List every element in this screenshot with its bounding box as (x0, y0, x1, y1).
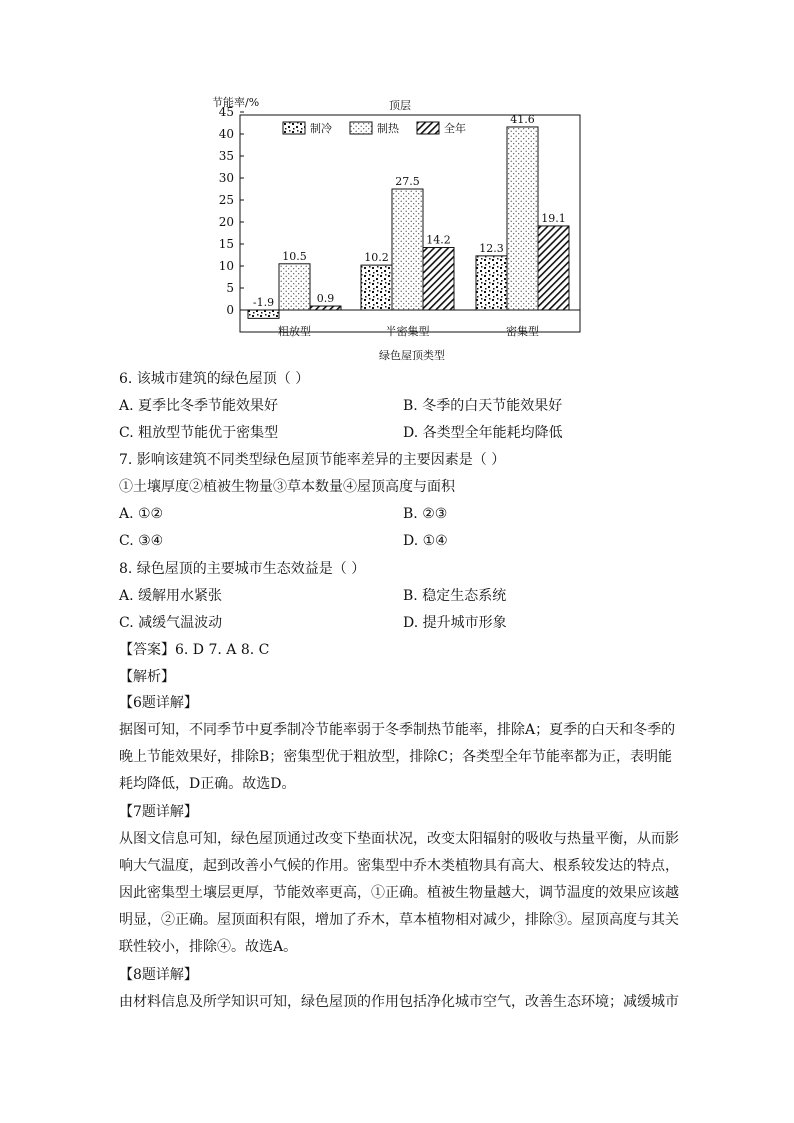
q8-option-a: A. 缓解用水紧张 (119, 588, 223, 604)
y-axis-label: 节能率/% (212, 96, 260, 109)
detail-6-line: 耗均降低，D正确。故选D。 (119, 776, 296, 792)
detail-6 (119, 690, 679, 798)
legend-swatch-制冷 (283, 122, 305, 134)
chart-title: 顶层 (389, 99, 411, 112)
detail-6-line: 据图可知，不同季节中夏季制冷节能率弱于冬季制热节能率，排除A；夏季的白天和冬季的 (119, 722, 676, 738)
category-label: 密集型 (506, 325, 539, 338)
detail-8-heading: 【8题详解】 (119, 967, 198, 983)
q7-option-a: A. ①② (119, 506, 164, 522)
detail-7 (119, 799, 679, 961)
detail-7-line: 明显，②正确。屋顶面积有限，增加了乔木，草本植物相对减少，排除③。屋顶高度与其关 (119, 912, 679, 928)
y-tick-label: 35 (218, 149, 234, 163)
q7-option-c: C. ③④ (119, 533, 164, 549)
legend-label: 制热 (377, 122, 399, 135)
detail-8-line: 由材料信息及所学知识可知，绿色屋顶的作用包括净化城市空气，改善生态环境；减缓城市 (119, 994, 679, 1010)
y-tick-label: 0 (226, 303, 234, 317)
data-label: 19.1 (541, 211, 566, 225)
detail-7-line: 从图文信息可知，绿色屋顶通过改变下垫面状况，改变太阳辐射的吸收与热量平衡，从而影 (119, 831, 679, 847)
detail-7-line: 因此密集型土壤层更厚，节能效率更高，①正确。植被生物量越大，调节温度的效果应该越 (119, 885, 679, 901)
data-label: 0.9 (316, 292, 335, 306)
bar-全年-半密集型 (423, 248, 454, 310)
data-label: 27.5 (395, 175, 420, 188)
q8-option-c: C. 减缓气温波动 (119, 615, 223, 631)
question-6-stem: 6. 该城市建筑的绿色屋顶（ ） (119, 371, 310, 387)
question-7-stem: 7. 影响该建筑不同类型绿色屋顶节能率差异的主要因素是（ ） (119, 452, 506, 468)
bar-制冷-粗放型 (248, 310, 279, 318)
bar-制冷-半密集型 (361, 265, 392, 310)
data-label: 14.2 (426, 233, 451, 247)
bar-制热-半密集型 (392, 189, 423, 310)
energy-saving-bar-chart (195, 90, 595, 365)
analysis-heading: 【解析】 (119, 669, 175, 685)
detail-7-line: 联性较小，排除④。故选A。 (119, 939, 298, 955)
detail-6-heading: 【6题详解】 (119, 695, 198, 711)
data-label: 10.5 (282, 249, 307, 263)
bar-制热-粗放型 (279, 264, 310, 310)
y-tick-label: 30 (218, 171, 234, 185)
y-tick-label: 15 (218, 237, 234, 251)
question-8-stem: 8. 绿色屋顶的主要城市生态效益是（ ） (119, 561, 366, 577)
data-label: 41.6 (510, 112, 535, 126)
q8-option-b: B. 稳定生态系统 (403, 588, 507, 604)
bar-制冷-密集型 (476, 256, 507, 310)
q6-option-d: D. 各类型全年能耗均降低 (403, 425, 563, 441)
data-label: -1.9 (252, 296, 275, 309)
category-label: 半密集型 (385, 325, 430, 338)
y-tick-label: 40 (218, 127, 234, 141)
legend-label: 制冷 (310, 122, 332, 135)
legend-label: 全年 (444, 122, 466, 135)
q6-option-a: A. 夏季比冬季节能效果好 (119, 398, 279, 414)
detail-6-line: 晚上节能效果好，排除B；密集型优于粗放型，排除C；各类型全年节能率都为正，表明能 (119, 749, 672, 765)
legend-swatch-制热 (350, 122, 372, 134)
detail-7-heading: 【7题详解】 (119, 804, 198, 820)
answer-line: 【答案】6. D 7. A 8. C (119, 642, 270, 658)
x-axis-label: 绿色屋顶类型 (379, 349, 445, 362)
y-tick-label: 10 (218, 259, 234, 273)
category-label: 粗放型 (278, 325, 311, 338)
y-tick-label: 25 (218, 193, 234, 207)
detail-8 (119, 962, 679, 1016)
bar-制热-密集型 (507, 127, 538, 310)
y-tick-label: 5 (226, 281, 234, 295)
q7-option-b: B. ②③ (403, 506, 448, 522)
y-tick-label: 45 (218, 105, 234, 119)
detail-7-line: 响大气温度，起到改善小气候的作用。密集型中乔木类植物具有高大、根系较发达的特点， (119, 858, 679, 874)
y-tick-label: 20 (218, 215, 234, 229)
data-label: 10.2 (364, 251, 389, 265)
q7-option-d: D. ①④ (403, 533, 448, 549)
legend-swatch-全年 (417, 122, 439, 134)
data-label: 12.3 (479, 241, 504, 255)
bar-全年-密集型 (538, 226, 569, 310)
question-7-subitems: ①土壤厚度②植被生物量③草本数量④屋顶高度与面积 (119, 479, 455, 495)
q6-option-c: C. 粗放型节能优于密集型 (119, 425, 279, 441)
q8-option-d: D. 提升城市形象 (403, 615, 507, 631)
q6-option-b: B. 冬季的白天节能效果好 (403, 398, 563, 414)
bar-全年-粗放型 (310, 306, 341, 310)
